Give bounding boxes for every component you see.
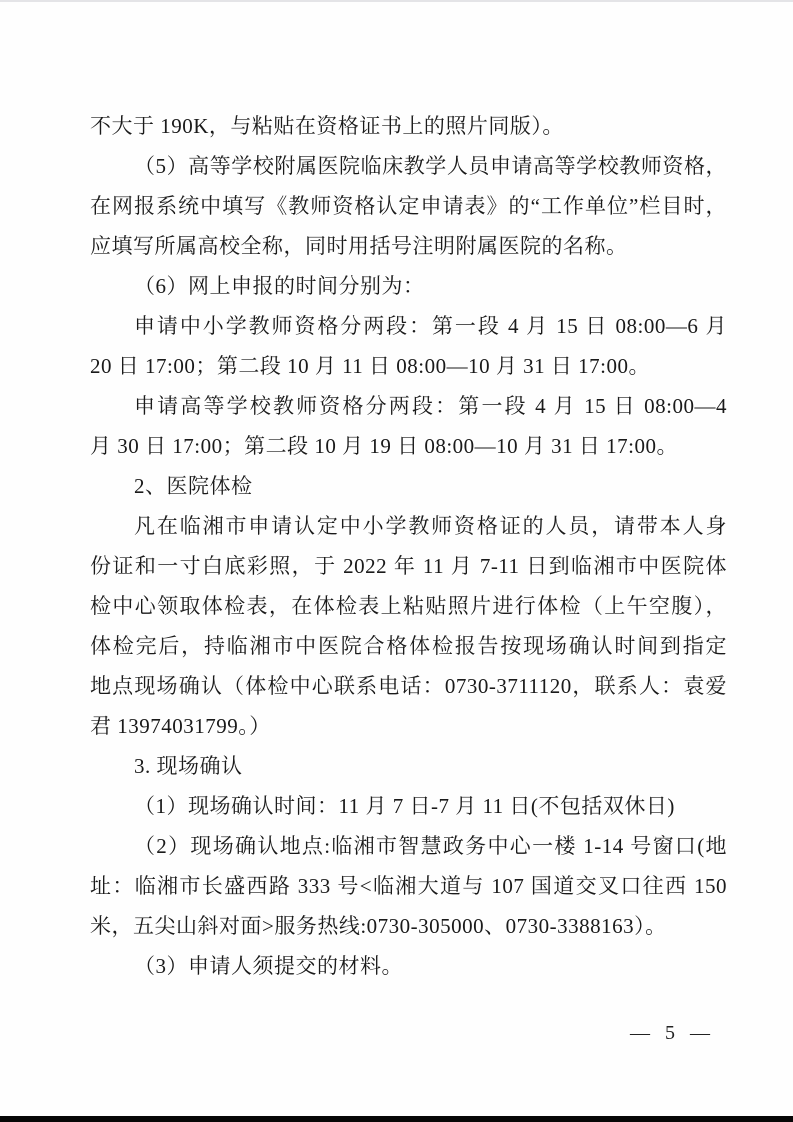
text-line: 址：临湘市长盛西路 333 号<临湘大道与 107 国道交叉口往西 150: [90, 874, 727, 898]
text-line: 份证和一寸白底彩照，于 2022 年 11 月 7-11 日到临湘市中医院体: [90, 554, 727, 578]
text-line: 申请高等学校教师资格分两段：第一段 4 月 15 日 08:00—4: [134, 394, 727, 418]
text-line: 君 13974031799。）: [90, 714, 271, 738]
text-line: （5）高等学校附属医院临床教学人员申请高等学校教师资格，: [134, 154, 727, 178]
scan-artifact-top-line: [0, 0, 793, 2]
text-line: 体检完后，持临湘市中医院合格体检报告按现场确认时间到指定: [90, 634, 727, 658]
text-line: （3）申请人须提交的材料。: [134, 954, 403, 978]
text-line: 米，五尖山斜对面>服务热线:0730-305000、0730-3388163）。: [90, 914, 667, 938]
text-line: （1）现场确认时间：11 月 7 日-7 月 11 日(不包括双休日): [134, 794, 675, 818]
text-line: （6）网上申报的时间分别为：: [134, 274, 425, 298]
text-line: 在网报系统中填写《教师资格认定申请表》的“工作单位”栏目时，: [90, 194, 727, 218]
page-number: — 5 —: [630, 1022, 715, 1044]
text-line: 20 日 17:00；第二段 10 月 11 日 08:00—10 月 31 日 17:00。: [90, 354, 650, 378]
text-line: 应填写所属高校全称，同时用括号注明附属医院的名称。: [90, 234, 628, 258]
text-line: 检中心领取体检表，在体检表上粘贴照片进行体检（上午空腹），: [90, 594, 727, 618]
text-line: 3. 现场确认: [134, 754, 243, 778]
text-line: 凡在临湘市申请认定中小学教师资格证的人员，请带本人身: [134, 514, 727, 538]
text-line: 2、医院体检: [134, 474, 253, 498]
text-line: 申请中小学教师资格分两段：第一段 4 月 15 日 08:00—6 月: [134, 314, 727, 338]
text-line: （2）现场确认地点:临湘市智慧政务中心一楼 1-14 号窗口(地: [134, 834, 727, 858]
scan-artifact-bottom-bar: [0, 1116, 793, 1122]
text-line: 不大于 190K，与粘贴在资格证书上的照片同版）。: [90, 114, 564, 138]
document-body: [90, 106, 727, 986]
text-line: 地点现场确认（体检中心联系电话：0730-3711120，联系人：袁爱: [90, 674, 727, 698]
text-line: 月 30 日 17:00；第二段 10 月 19 日 08:00—10 月 31 日 17:00。: [90, 434, 679, 458]
